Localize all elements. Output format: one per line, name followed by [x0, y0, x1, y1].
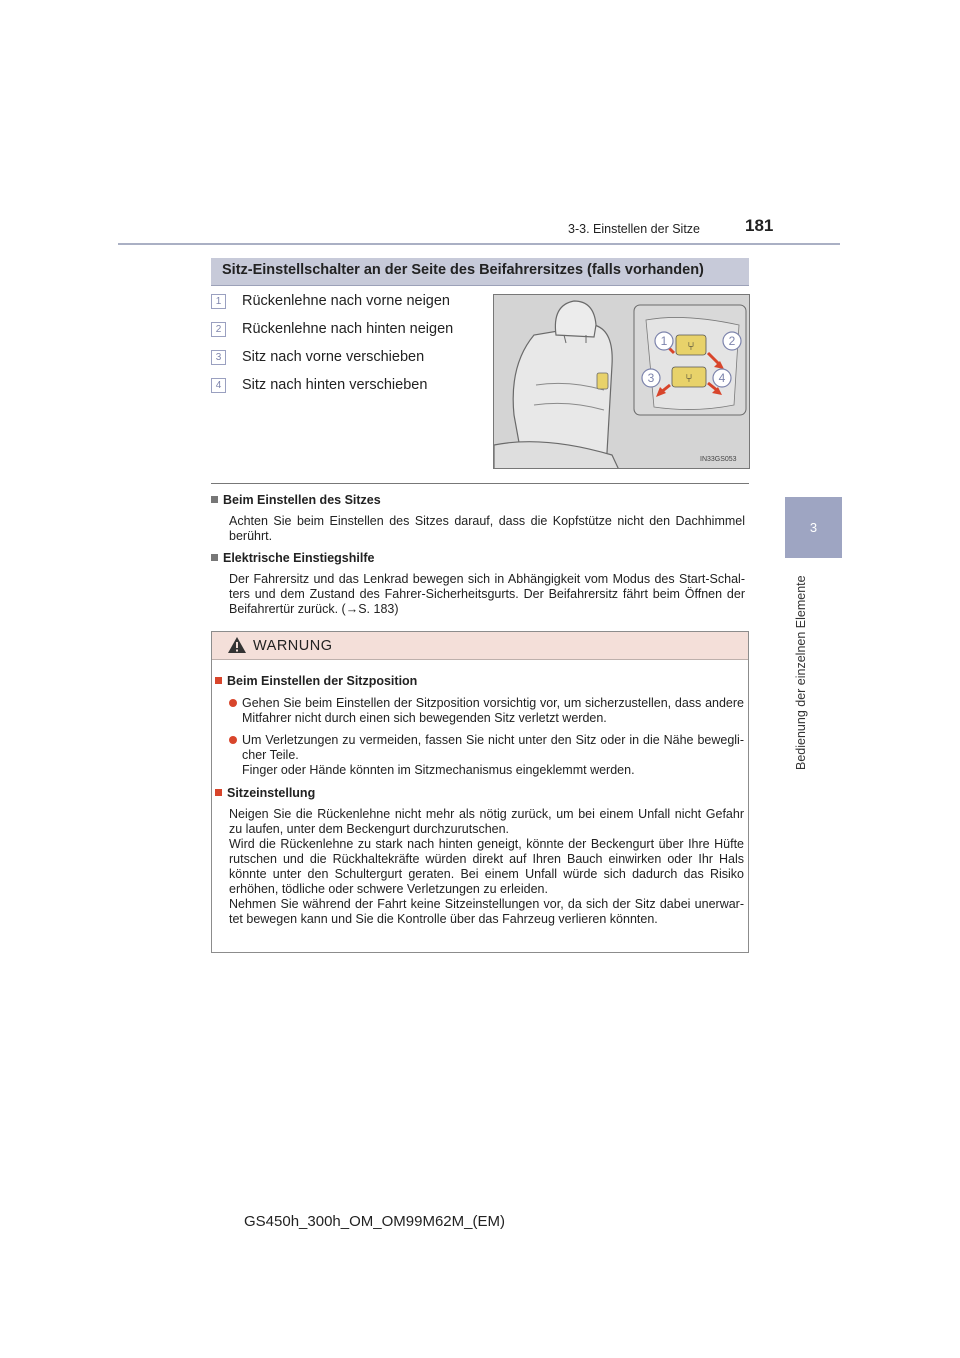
square-bullet-icon [211, 554, 218, 561]
round-bullet-icon [229, 699, 237, 707]
warning-paragraph: Nehmen Sie während der Fahrt keine Sitzeinstellungen vor, da sich der Sitz dabei unerwar-tet bewegen kann und Sie die Kontrolle über das Fahrzeug verlieren könnten. [229, 897, 744, 926]
warning-paragraph: Wird die Rückenlehne zu stark nach hinten geneigt, könnte der Beckengurt über Ihre Hüfte rutschen und die Rückhaltekräfte würden direkt auf Ihren Bauch einwirken oder Ihr Hals könnte unter den Schultergurt geraten. Bei einem Unfall würde sich dadurch das Risiko erhöhen, tödliche oder schwere Verletzungen zu erleiden. [229, 837, 744, 896]
square-bullet-icon [211, 496, 218, 503]
seat-switch-illustration [493, 294, 750, 469]
note-body: Der Fahrersitz und das Lenkrad bewegen sich in Abhängigkeit vom Modus des Start-Schal-ters und dem Zustand des Fahrer-Sicherheitsgurts. Der Beifahrersitz fährt beim Öffnen der Beifahrertür zurück. (→S. 183) [229, 572, 745, 616]
header-rule [118, 243, 840, 245]
list-item [211, 317, 453, 341]
number-badge: 2 [211, 322, 226, 337]
callout-1: 1 [660, 334, 668, 348]
svg-text:⑂: ⑂ [685, 371, 693, 385]
figure-code: IN33GS053 [700, 456, 737, 463]
list-item [211, 373, 427, 397]
number-badge: 4 [211, 378, 226, 393]
footer-doc-code: GS450h_300h_OM_OM99M62M_(EM) [244, 1213, 505, 1230]
svg-text:⑂: ⑂ [687, 339, 695, 353]
list-item-text: Sitz nach vorne verschieben [242, 349, 425, 365]
section-title: Sitz-Einstellschalter an der Seite des Beifahrersitzes (falls vorhanden) [222, 262, 704, 278]
square-bullet-icon [215, 677, 222, 684]
warning-title: WARNUNG [253, 638, 333, 654]
list-item [211, 345, 424, 369]
chapter-tab-number: 3 [809, 520, 818, 535]
warning-body [229, 807, 744, 927]
seat-illustration-svg [494, 295, 750, 469]
callout-2: 2 [728, 334, 736, 348]
note-heading: Elektrische Einstiegshilfe [211, 551, 374, 565]
chapter-tab-label: Bedienung der einzelnen Elemente [794, 575, 808, 770]
note-body: Achten Sie beim Einstellen des Sitzes darauf, dass die Kopfstütze nicht den Dachhimmel berührt. [229, 514, 745, 543]
list-item-text: Sitz nach hinten verschieben [242, 377, 428, 393]
page-number: 181 [745, 216, 774, 235]
warning-triangle-icon [227, 636, 247, 654]
warning-bullet: Gehen Sie beim Einstellen der Sitzposition vorsichtig vor, um sicherzustellen, dass andere Mitfahrer nicht durch einen sich bewegenden Sitz verletzt werden. [229, 696, 744, 726]
list-item-text: Rückenlehne nach vorne neigen [242, 293, 450, 309]
list-item-text: Rückenlehne nach hinten neigen [242, 321, 454, 337]
list-item [211, 289, 450, 313]
note-heading: Beim Einstellen des Sitzes [211, 493, 381, 507]
section-divider [211, 483, 749, 484]
warning-paragraph: Neigen Sie die Rückenlehne nicht mehr als nötig zurück, um bei einem Unfall nicht Gefahr zu laufen, unter dem Beckengurt durchzurutschen. [229, 807, 744, 836]
number-badge: 1 [211, 294, 226, 309]
warning-subheading: Beim Einstellen der Sitzposition [215, 674, 417, 688]
square-bullet-icon [215, 789, 222, 796]
callout-3: 3 [647, 371, 655, 385]
round-bullet-icon [229, 736, 237, 744]
running-header-section: 3-3. Einstellen der Sitze [568, 222, 701, 236]
number-badge: 3 [211, 350, 226, 365]
warning-bullet: Um Verletzungen zu vermeiden, fassen Sie nicht unter den Sitz oder in die Nähe bewegli-cher Teile. Finger oder Hände könnten im Sitzmechanismus eingeklemmt werden. [229, 733, 744, 778]
warning-subheading: Sitzeinstellung [215, 786, 315, 800]
callout-4: 4 [718, 371, 726, 385]
